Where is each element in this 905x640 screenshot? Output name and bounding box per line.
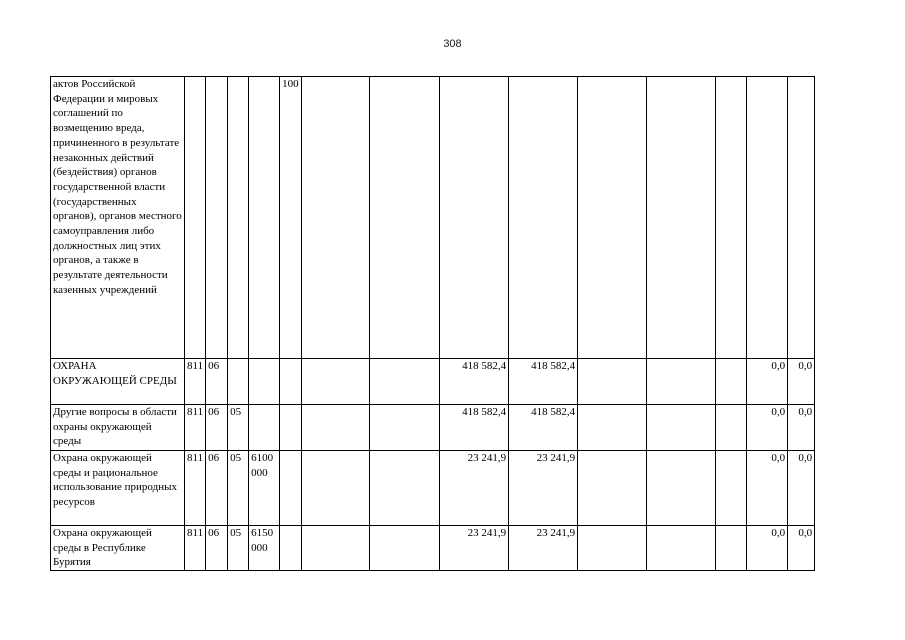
pct-a: 0,0 [788,526,815,571]
ministry-code: 811 [185,526,206,571]
change-total [578,526,647,571]
amount-a [509,77,578,359]
change-total [578,405,647,451]
amount-a: 418 582,4 [509,405,578,451]
change-total [578,77,647,359]
subsection-code [228,77,249,359]
target-code [249,405,280,451]
change-total [578,451,647,526]
change-a [647,526,716,571]
change-a [647,451,716,526]
table-row [51,359,815,405]
pct-total [747,77,788,359]
empty-cell [716,359,747,405]
table-row [51,77,815,359]
amount-a: 23 241,9 [509,526,578,571]
subsection-code: 05 [228,526,249,571]
empty-cell [370,77,440,359]
table-row [51,405,815,451]
target-code [249,77,280,359]
expense-type-code: 100 [280,77,302,359]
empty-cell [302,526,370,571]
target-code: 6150 000 [249,526,280,571]
expense-type-code [280,359,302,405]
pct-total: 0,0 [747,405,788,451]
amount-a: 23 241,9 [509,451,578,526]
expense-type-code [280,451,302,526]
empty-cell [302,359,370,405]
section-code: 06 [206,451,228,526]
target-code: 6100 000 [249,451,280,526]
amount-total: 418 582,4 [440,359,509,405]
amount-total: 418 582,4 [440,405,509,451]
target-code [249,359,280,405]
pct-a: 0,0 [788,451,815,526]
empty-cell [370,526,440,571]
amount-total: 23 241,9 [440,526,509,571]
pct-a: 0,0 [788,405,815,451]
row-name: ОХРАНА ОКРУЖАЮЩЕЙ СРЕДЫ [51,359,185,405]
empty-cell [716,451,747,526]
ministry-code: 811 [185,359,206,405]
pct-total: 0,0 [747,359,788,405]
row-name: Охрана окружающей среды в Республике Бурятия [51,526,185,571]
empty-cell [370,359,440,405]
empty-cell [716,77,747,359]
empty-cell [302,405,370,451]
budget-table [50,76,815,571]
section-code [206,77,228,359]
amount-total [440,77,509,359]
table-row [51,526,815,571]
empty-cell [370,451,440,526]
row-name: актов Российской Федерации и мировых соглашений по возмещению вреда, причиненного в результате незаконных действий (бездействия) органов государственной власти (государственных органов), органов местного самоуправления либо должностных лиц этих органов, а также в результате деятельности казенных учреждений [51,77,185,359]
pct-a [788,77,815,359]
empty-cell [716,526,747,571]
subsection-code [228,359,249,405]
expense-type-code [280,526,302,571]
ministry-code: 811 [185,405,206,451]
subsection-code: 05 [228,405,249,451]
amount-total: 23 241,9 [440,451,509,526]
pct-total: 0,0 [747,526,788,571]
pct-a: 0,0 [788,359,815,405]
empty-cell [716,405,747,451]
pct-total: 0,0 [747,451,788,526]
expense-type-code [280,405,302,451]
change-total [578,359,647,405]
section-code: 06 [206,526,228,571]
change-a [647,359,716,405]
ministry-code [185,77,206,359]
subsection-code: 05 [228,451,249,526]
table-row [51,451,815,526]
page-number: 308 [443,38,462,50]
section-code: 06 [206,359,228,405]
section-code: 06 [206,405,228,451]
row-name: Охрана окружающей среды и рациональное использование природных ресурсов [51,451,185,526]
amount-a: 418 582,4 [509,359,578,405]
empty-cell [302,451,370,526]
change-a [647,77,716,359]
empty-cell [302,77,370,359]
ministry-code: 811 [185,451,206,526]
row-name: Другие вопросы в области охраны окружающей среды [51,405,185,451]
empty-cell [370,405,440,451]
change-a [647,405,716,451]
